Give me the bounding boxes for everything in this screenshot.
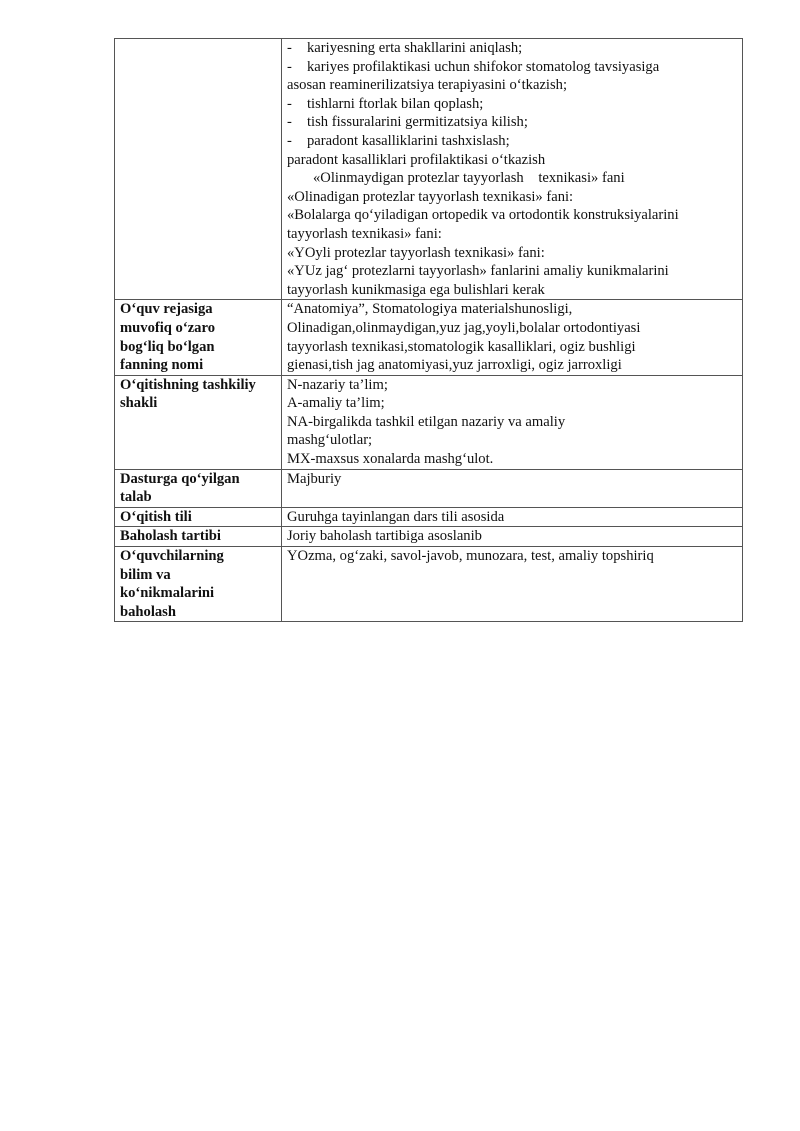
row-value — [282, 300, 743, 375]
table-row-skills — [115, 39, 743, 300]
row-label-empty — [115, 39, 282, 300]
row-label — [115, 300, 282, 375]
table-row-language — [115, 507, 743, 527]
text-line: tayyorlash kunikmasiga ega bulishlari kerak — [287, 281, 545, 298]
table-row-related-subjects — [115, 300, 743, 375]
text-line: MX-maxsus xonalarda mashg‘ulot. — [287, 451, 494, 468]
text-line: «Olinadigan protezlar tayyorlash texnikasi» fani: — [287, 188, 574, 205]
text-line: «Olinmaydigan protezlar tayyorlash texnikasi» fani — [313, 170, 625, 187]
label-line: O‘quvchilarning — [120, 548, 224, 565]
text-line: «Bolalarga qo‘yiladigan ortopedik va ortodontik konstruksiyalarini — [287, 207, 679, 224]
text-line: «YOyli protezlar tayyorlash texnikasi» fani: — [287, 244, 545, 261]
list-item: - tish fissuralarini germitizatsiya kilish; — [287, 114, 528, 131]
text-line: N-nazariy ta’lim; — [287, 376, 388, 393]
label-line: O‘qitish tili — [120, 508, 192, 525]
text-line: «YUz jag‘ protezlarni tayyorlash» fanlarini amaliy kunikmalarini — [287, 263, 669, 280]
list-item-continuation: asosan reaminerilizatsiya terapiyasini o‘tkazish; — [287, 77, 568, 94]
text-line: paradont kasalliklari profilaktikasi o‘tkazish — [287, 151, 546, 168]
text-line: Olinadigan,olinmaydigan,yuz jag,yoyli,bolalar ortodontiyasi — [287, 319, 641, 336]
text-line: “Anatomiya”, Stomatologiya materialshunosligi, — [287, 301, 573, 318]
label-line: shakli — [120, 395, 158, 412]
text-line: Joriy baholash tartibiga asoslanib — [287, 528, 482, 545]
label-line: O‘quv rejasiga — [120, 301, 213, 318]
label-line: Baholash tartibi — [120, 528, 221, 545]
text-line: Majburiy — [287, 470, 342, 487]
label-line: talab — [120, 489, 152, 506]
table-row-teaching-form — [115, 375, 743, 469]
table-row-student-assessment — [115, 547, 743, 622]
text-line: gienasi,tish jag anatomiyasi,yuz jarroxligi, ogiz jarroxligi — [287, 357, 622, 374]
text-line: Guruhga tayinlangan dars tili asosida — [287, 508, 505, 525]
row-value — [282, 507, 743, 527]
text-line: A-amaliy ta’lim; — [287, 395, 385, 412]
text-line: tayyorlash texnikasi» fani: — [287, 225, 442, 242]
label-line: baholash — [120, 603, 176, 620]
table-row-requirement — [115, 469, 743, 507]
row-label — [115, 547, 282, 622]
list-item: - kariyesning erta shakllarini aniqlash; — [287, 40, 523, 56]
row-label — [115, 375, 282, 469]
label-line: muvofiq o‘zaro — [120, 319, 215, 336]
row-value — [282, 527, 743, 547]
label-line: O‘qitishning tashkiliy — [120, 376, 256, 393]
label-line: bilim va — [120, 566, 171, 583]
table-row-assessment-procedure — [115, 527, 743, 547]
label-line: fanning nomi — [120, 357, 204, 374]
text-line: tayyorlash texnikasi,stomatologik kasalliklari, ogiz bushligi — [287, 338, 636, 355]
skills-cell — [282, 39, 743, 300]
label-line: Dasturga qo‘yilgan — [120, 470, 240, 487]
label-line: bog‘liq bo‘lgan — [120, 338, 215, 355]
row-value — [282, 469, 743, 507]
syllabus-table — [114, 38, 743, 622]
list-item: - tishlarni ftorlak bilan qoplash; — [287, 95, 484, 112]
text-line: NA-birgalikda tashkil etilgan nazariy va amaliy — [287, 413, 566, 430]
row-value — [282, 375, 743, 469]
text-line: YOzma, og‘zaki, savol-javob, munozara, test, amaliy topshiriq — [287, 548, 654, 565]
row-label — [115, 469, 282, 507]
list-item: - paradont kasalliklarini tashxislash; — [287, 132, 510, 149]
label-line: ko‘nikmalarini — [120, 585, 215, 602]
row-label — [115, 507, 282, 527]
row-label — [115, 527, 282, 547]
list-item: - kariyes profilaktikasi uchun shifokor stomatolog tavsiyasiga — [287, 58, 660, 75]
text-line: mashg‘ulotlar; — [287, 432, 373, 449]
row-value — [282, 547, 743, 622]
